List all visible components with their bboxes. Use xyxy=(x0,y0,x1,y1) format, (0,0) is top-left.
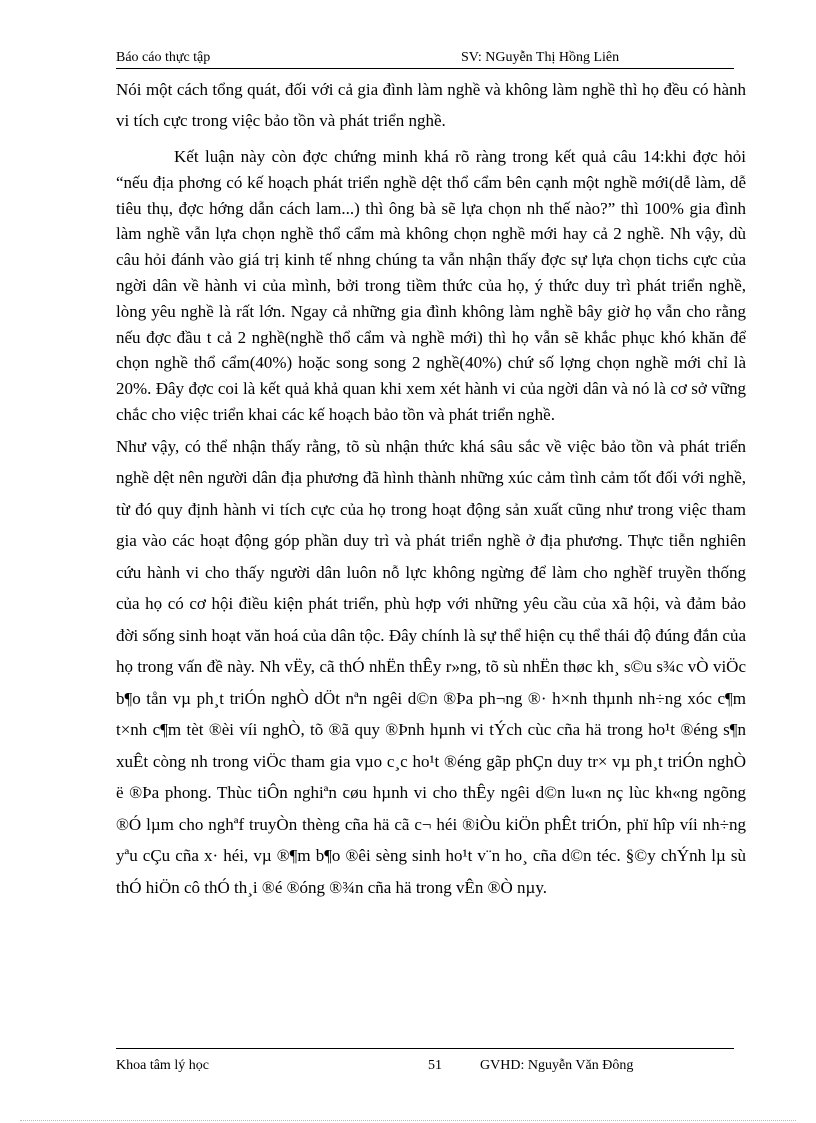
paragraph-1: Nói một cách tổng quát, đối với cả gia đình làm nghề và không làm nghề thì họ đều có hành vi tích cực trong việc bảo tồn và phát triển nghề. xyxy=(116,80,746,130)
footer-supervisor: GVHD: Nguyễn Văn Đông xyxy=(480,1058,634,1073)
page-header xyxy=(116,50,734,69)
paragraph-3: Như vậy, có thể nhận thấy rằng, tõ sù nhận thức khá sâu sắc về việc bảo tồn và phát triển nghề dệt nên người dân địa phương đã hình thành những xúc cảm tình cảm tốt đối với nghề, từ đó quy định hành vi tích cực của họ trong hoạt động sản xuất cũng như trong việc tham gia vào các hoạt động góp phần duy trì và phát triển nghề ở địa phương. Thực tiễn nghiên cứu hành vi cho thấy người dân luôn nỗ lực không ngừng để làm cho nghềf truyền thống của họ có cơ hội điều kiện phát triển, phù hợp với những yêu cầu của xã hội, và đảm bảo đời sống sinh hoạt văn hoá của dân tộc. Đây chính là sự thể hiện cụ thể thái độ đúng đắn của họ trong vấn đề này. Nh vËy, cã thÓ nhËn thÊy r»ng, tõ sù nhËn thøc kh¸ s©u s¾c vÒ viÖc b¶o tån vµ ph¸t triÓn nghÒ dÖt nªn ngêi d©n ®Þa ph¬ng ®· h×nh thµnh nh÷ng xóc c¶m t×nh c¶m tèt ®èi víi nghÒ, tõ ®ã quy ®Þnh hµnh vi tÝch cùc cña hä trong ho¹t ®éng s¶n xuÊt còng nh trong viÖc tham gia vµo c¸c ho¹t ®éng gãp phÇn duy tr× vµ ph¸t triÓn nghÒ ë ®Þa phong. Thùc tiÔn nghiªn cøu hµnh vi cho thÊy ngêi d©n lu«n nç lùc kh«ng ngõng ®Ó lµm cho nghªf truyÒn thèng cña hä cã c¬ héi ®iÒu kiÖn phÊt triÓn, phï hîp víi nh÷ng yªu cÇu cña x· héi, vµ ®¶m b¶o ®êi sèng sinh ho¹t v¨n ho¸ cña d©n téc. §©y chÝnh lµ sù thÓ hiÖn cô thÓ th¸i ®é ®óng ®¾n cña hä trong vÊn ®Ò nµy. xyxy=(116,436,746,897)
page-bottom-border xyxy=(20,1120,796,1121)
footer-faculty: Khoa tâm lý học xyxy=(116,1058,209,1073)
page-number: 51 xyxy=(428,1058,442,1073)
header-report-title: Báo cáo thực tập xyxy=(116,50,211,65)
document-body xyxy=(116,74,746,903)
header-student-name: SV: NGuyễn Thị Hồng Liên xyxy=(461,50,620,65)
paragraph-2: Kết luận này còn đợc chứng minh khá rõ ràng trong kết quả câu 14:khi đợc hỏi “nếu địa phơng có kế hoạch phát triển nghề dệt thổ cẩm bên cạnh một nghề mới(dễ làm, dễ tiêu thụ, đợc hớng dẫn cách lam...) thì ông bà sẽ lựa chọn nh thế nào?” thì 100% gia đình làm nghề vẫn lựa chọn nghề thổ cẩm mà không chọn nghề mới hay cả 2 nghề. Nh vậy, dù câu hỏi đánh vào giá trị kinh tế nhng chúng ta vẫn nhận thấy đợc sự lựa chọn tichs cực của ngời dân về hành vi của mình, bởi trong tiềm thức của họ, ý thức duy trì phát triển nghề, lòng yêu nghề là rất lớn. Ngay cả những gia đình không làm nghề bây giờ họ vẫn cho rằng nếu đợc đầu t cả 2 nghề(nghề thổ cẩm và nghề mới) thì họ vẫn sẽ khắc phục khó khăn để chọn nghề thổ cẩm(40%) hoặc song song 2 nghề(40%) chứ số lợng chọn nghề mới chỉ là 20%. Đây đợc coi là kết quả khả quan khi xem xét hành vi của ngời dân và nó là cơ sở vững chắc cho việc triển khai các kế hoạch bảo tồn và phát triển nghề. xyxy=(116,147,746,424)
footer-divider xyxy=(116,1048,734,1049)
